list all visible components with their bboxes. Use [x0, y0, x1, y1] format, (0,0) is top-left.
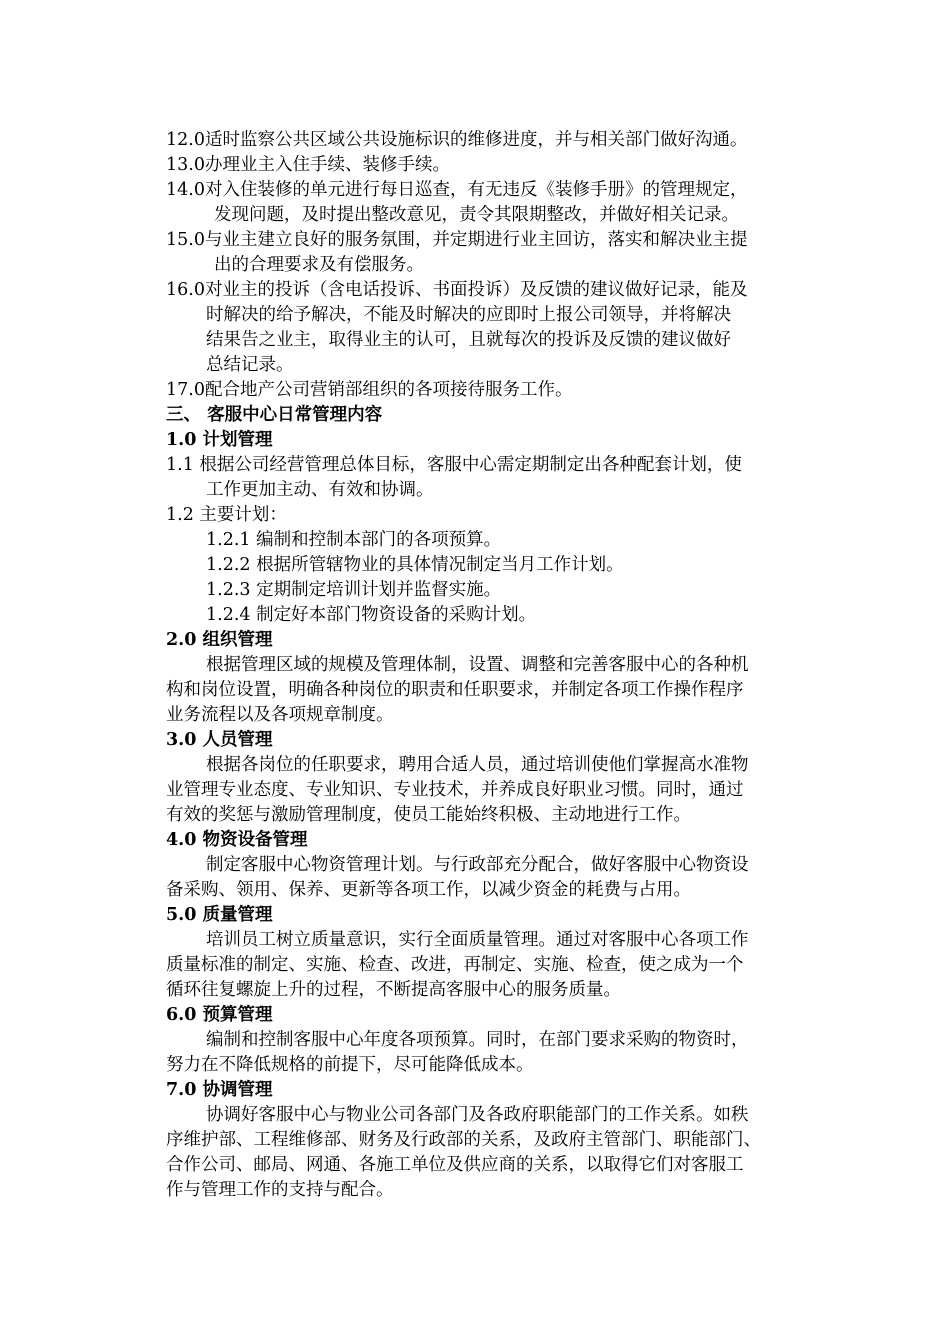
text-line: 15.0与业主建立良好的服务氛围，并定期进行业主回访，落实和解决业主提: [166, 230, 748, 250]
text-line: 有效的奖惩与激励管理制度，使员工能始终积极、主动地进行工作。: [166, 805, 691, 825]
text-line: 结果告之业主，取得业主的认可，且就每次的投诉及反馈的建议做好: [206, 330, 731, 350]
text-line: 质量标准的制定、实施、检查、改进，再制定、实施、检查，使之成为一个: [166, 955, 744, 975]
subsection-heading: 4.0 物资设备管理: [166, 830, 308, 850]
text-line: 循环往复螺旋上升的过程，不断提高客服中心的服务质量。: [166, 980, 621, 1000]
list-item: 1.2.4 制定好本部门物资设备的采购计划。: [206, 605, 537, 625]
text-line: 制定客服中心物资管理计划。与行政部充分配合，做好客服中心物资设: [206, 855, 749, 875]
text-line: 17.0配合地产公司营销部组织的各项接待服务工作。: [166, 380, 573, 400]
subsection-heading: 2.0 组织管理: [166, 630, 273, 650]
subsection-heading: 6.0 预算管理: [166, 1005, 273, 1025]
text-line: 14.0对入住装修的单元进行每日巡查，有无违反《装修手册》的管理规定，: [166, 180, 748, 200]
text-line: 总结记录。: [206, 355, 294, 375]
list-item: 1.2.2 根据所管辖物业的具体情况制定当月工作计划。: [206, 555, 624, 575]
subsection-heading: 1.0 计划管理: [166, 430, 273, 450]
text-line: 构和岗位设置，明确各种岗位的职责和任职要求，并制定各项工作操作程序: [166, 680, 744, 700]
text-line: 业务流程以及各项规章制度。: [166, 705, 394, 725]
text-line: 1.2 主要计划：: [166, 505, 287, 525]
text-line: 12.0适时监察公共区域公共设施标识的维修进度，并与相关部门做好沟通。: [166, 130, 748, 150]
subsection-heading: 7.0 协调管理: [166, 1080, 273, 1100]
list-item: 1.2.3 定期制定培训计划并监督实施。: [206, 580, 502, 600]
text-line: 工作更加主动、有效和协调。: [206, 480, 434, 500]
text-line: 1.1 根据公司经营管理总体目标，客服中心需定期制定出各种配套计划，使: [166, 455, 742, 475]
text-line: 努力在不降低规格的前提下，尽可能降低成本。: [166, 1055, 534, 1075]
text-line: 序维护部、工程维修部、财务及行政部的关系，及政府主管部门、职能部门、: [166, 1130, 761, 1150]
subsection-heading: 5.0 质量管理: [166, 905, 273, 925]
text-line: 业管理专业态度、专业知识、专业技术，并养成良好职业习惯。同时，通过: [166, 780, 744, 800]
text-line: 16.0对业主的投诉（含电话投诉、书面投诉）及反馈的建议做好记录，能及: [166, 280, 748, 300]
text-line: 合作公司、邮局、网通、各施工单位及供应商的关系，以取得它们对客服工: [166, 1155, 744, 1175]
section-heading: 三、 客服中心日常管理内容: [166, 405, 383, 425]
text-line: 13.0办理业主入住手续、装修手续。: [166, 155, 450, 175]
text-line: 根据管理区域的规模及管理体制，设置、调整和完善客服中心的各种机: [206, 655, 749, 675]
text-line: 备采购、领用、保养、更新等各项工作，以减少资金的耗费与占用。: [166, 880, 691, 900]
text-line: 时解决的给予解决，不能及时解决的应即时上报公司领导，并将解决: [206, 305, 731, 325]
text-line: 发现问题，及时提出整改意见，责令其限期整改，并做好相关记录。: [214, 205, 739, 225]
text-line: 培训员工树立质量意识，实行全面质量管理。通过对客服中心各项工作: [206, 930, 749, 950]
subsection-heading: 3.0 人员管理: [166, 730, 273, 750]
text-line: 出的合理要求及有偿服务。: [214, 255, 424, 275]
text-line: 作与管理工作的支持与配合。: [166, 1180, 394, 1200]
text-line: 编制和控制客服中心年度各项预算。同时，在部门要求采购的物资时，: [206, 1030, 749, 1050]
text-line: 根据各岗位的任职要求，聘用合适人员，通过培训使他们掌握高水准物: [206, 755, 749, 775]
list-item: 1.2.1 编制和控制本部门的各项预算。: [206, 530, 502, 550]
text-line: 协调好客服中心与物业公司各部门及各政府职能部门的工作关系。如秩: [206, 1105, 749, 1125]
